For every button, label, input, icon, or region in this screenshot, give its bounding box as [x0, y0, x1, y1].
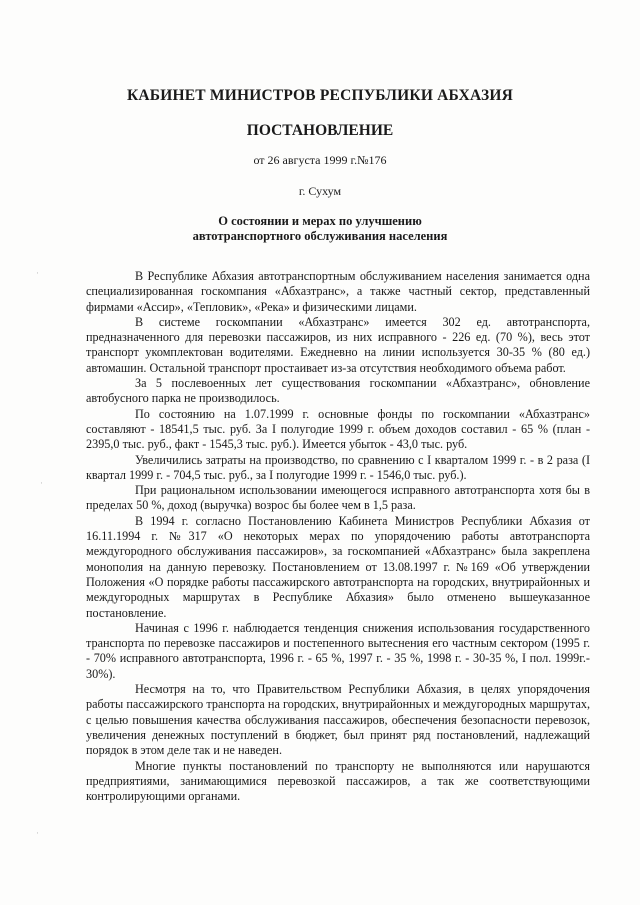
subject-title [0, 214, 640, 244]
paragraph: По состоянию на 1.07.1999 г. основные фонды по госкомпании «Абхазтранс» составляют - 18541,5 тыс. руб. За I полугодие 1999 г. объем доходов составил - 65 % (план - 2395,0 тыс. руб., факт - 1545,3 тыс. руб.). Имеется убыток - 43,0 тыс. руб. [86, 406, 590, 452]
paragraph: За 5 послевоенных лет существования госкомпании «Абхазтранс», обновление автобусного парка не производилось. [86, 376, 590, 406]
date-number-line: от 26 августа 1999 г.№176 [253, 153, 387, 167]
paragraph: В системе госкомпании «Абхазтранс» имеется 302 ед. автотранспорта, предназначенного для перевозки пассажиров, из них исправного - 226 ед. (70 %), весь этот транспорт укомплектован водителями. Ежедневно на линии используется 30-35 % (80 ед.) автомашин. Остальной транспорт простаивает из-за отсутствия необходимого объема работ. [86, 314, 590, 375]
paragraph: При рациональном использовании имеющегося исправного автотранспорта хотя бы в пределах 50 %, доход (выручка) возрос бы более чем в 1,5 раза. [86, 483, 590, 513]
paragraph: Увеличились затраты на производство, по сравнению с I кварталом 1999 г. - в 2 раза (I квартал 1999 г. - 704,5 тыс. руб., за I полугодие 1999 г. - 1546,0 тыс. руб.). [86, 452, 590, 482]
scan-speck: · [40, 478, 43, 488]
subject-line-1: О состоянии и мерах по улучшению [218, 214, 422, 228]
paragraph: Многие пункты постановлений по транспорту не выполняются или нарушаются предприятиями, занимающимися перевозкой пассажиров, а так же соответствующими контролирующими органами. [86, 758, 590, 804]
paragraph: Несмотря на то, что Правительством Республики Абхазия, в целях упорядочения работы пассажирского транспорта на городских, внутрирайонных и междугородных маршрутах, с целью повышения качества обслуживания пассажиров, обеспечения безопасности перевозок, увеличения денежных поступлений в бюджет, был принят ряд постановлений, надлежащий порядок в этом деле так и не наведен. [86, 682, 590, 758]
scan-speck: · [36, 268, 39, 278]
document-body [86, 269, 590, 804]
city-line: г. Сухум [298, 184, 342, 198]
document-type-heading: ПОСТАНОВЛЕНИЕ [246, 122, 394, 139]
paragraph: В Республике Абхазия автотранспортным обслуживанием населения занимается одна специализированная госкомпания «Абхазтранс», а также частный сектор, представленный фирмами «Ассир», «Тепловик», «Река» и физическими лицами. [86, 269, 590, 314]
organization-heading: КАБИНЕТ МИНИСТРОВ РЕСПУБЛИКИ АБХАЗИЯ [126, 87, 514, 104]
scan-speck: · [36, 828, 39, 838]
subject-line-2: автотранспортного обслуживания населения [192, 229, 448, 243]
paragraph: В 1994 г. согласно Постановлению Кабинета Министров Республики Абхазия от 16.11.1994 г. №317 «О некоторых мерах по упорядочению работы автотранспорта междугородного обслуживания пассажиров», за госкомпанией «Абхазтранс» была закреплена монополия на данную перевозку. Постановлением от 13.08.1997 г. №169 «Об утверждении Положения «О порядке работы пассажирского автотранспорта на городских, внутрирайонных и междугородных маршрутах в Республике Абхазия» было отменено вышеуказанное постановление. [86, 513, 590, 620]
paragraph: Начиная с 1996 г. наблюдается тенденция снижения использования государственного транспорта по перевозке пассажиров и постепенного вытеснения его частным сектором (1995 г. - 70% исправного автотранспорта, 1996 г. - 65 %, 1997 г. - 35 %, 1998 г. - 30-35 %, I пол. 1999г.- 30%). [86, 620, 590, 681]
